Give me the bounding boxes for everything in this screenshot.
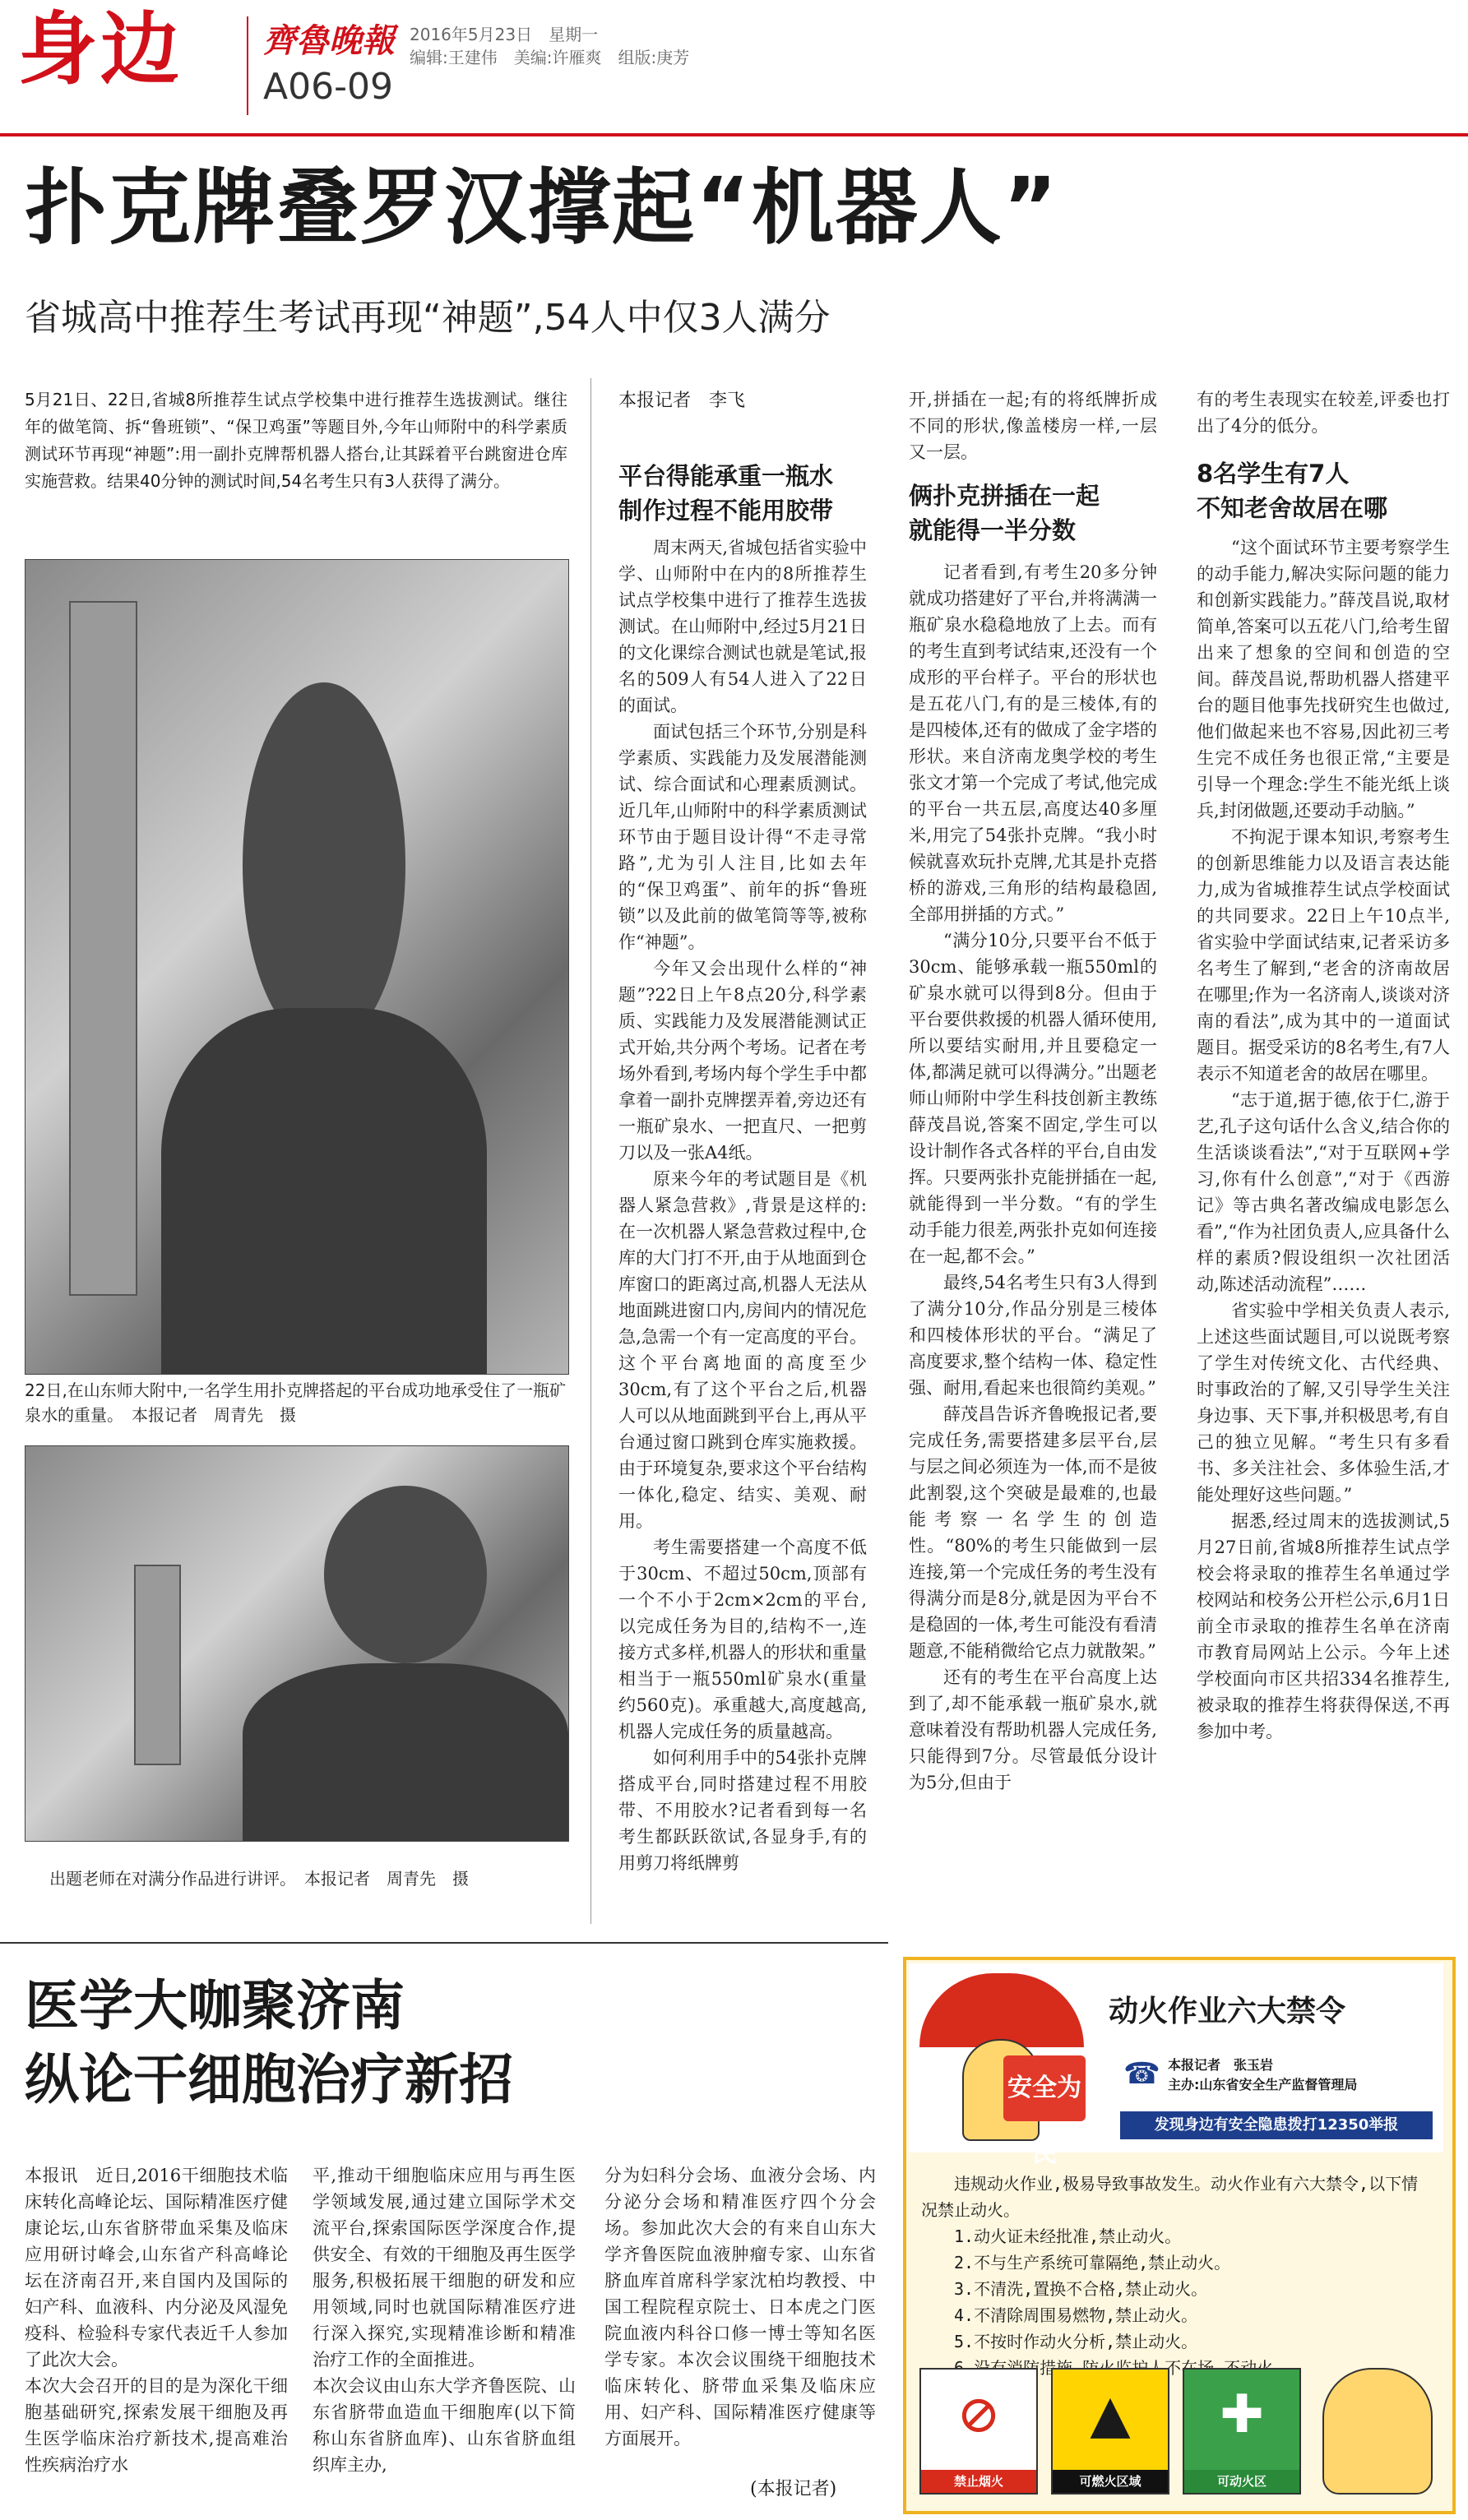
ad-icon-strip — [911, 2368, 1441, 2499]
newspaper-brand: 齊魯晚報 — [263, 21, 395, 60]
column2-subhead: 俩扑克拼插在一起 就能得一半分数 — [909, 482, 1100, 544]
column3-top-text: 有的考生表现实在较差,评委也打出了4分的低分。 — [1197, 390, 1450, 436]
column1-body — [618, 534, 867, 1932]
photo-student-cards — [25, 559, 569, 1375]
main-subhead: 省城高中推荐生考试再现“神题”,54人中仅3人满分 — [25, 297, 831, 339]
column2-top-text: 开,拼插在一起;有的将纸牌折成不同的形状,像盖楼房一样,一层又一层。 — [909, 390, 1157, 462]
paragraph: 原来今年的考试题目是《机器人紧急营救》,背景是这样的:在一次机器人紧急营救过程中,仓库的大门打不开,由于从地面到仓库窗口的距离过高,机器人无法从地面跳进窗口内,房间内的情况危急,急需一个有一定高度的平台。这个平台离地面的高度至少30cm,有了这个平台之后,机器人可以从地面跳到平台上,再从平台通过窗口跳到仓库实施救援。由于环境复杂,要求这个平台结构一体化,稳定、结实、美观、耐用。 — [618, 1169, 867, 1531]
lede-paragraph: 5月21日、22日,省城8所推荐生试点学校集中进行推荐生选拔测试。继往年的做笔筒、拆“鲁班锁”、“保卫鸡蛋”等题目外,今年山师附中的科学素质测试环节再现“神题”:用一副扑克牌帮机器人搭台,让其踩着平台跳窗进仓库实施营救。结果40分钟的测试时间,54名考生只有3人获得了满分。 — [25, 390, 567, 491]
top-rule — [0, 133, 1468, 136]
fire-area-icon: ✚ 可动火区 — [1183, 2368, 1301, 2495]
ad-contact-line2: 主办:山东省安全生产监督管理局 — [1168, 2077, 1358, 2092]
ad-contact-line1: 本报记者 张玉岩 — [1168, 2057, 1274, 2073]
ad-rule-item: 4.不清除周围易燃物,禁止动火。 — [954, 2305, 1198, 2325]
phone-icon: ☎ — [1123, 2057, 1160, 2091]
main-headline: 扑克牌叠罗汉撑起“机器人” — [25, 160, 1059, 256]
paragraph: 周末两天,省城包括省实验中学、山师附中在内的8所推荐生试点学校集中进行了推荐生选拔测试。在山师附中,经过5月21日的文化课综合测试也就是笔试,报名的509人有54人进入了22日的面试。 — [618, 538, 867, 715]
second-column2: 平,推动干细胞临床应用与再生医学领域发展,通过建立国际学术交流平台,探索国际医学深度合作,提供安全、有效的干细胞及再生医学服务,积极拓展干细胞的研发和应用领域,同时也就国际精准医疗进行深入探究,实现精准诊断和精准治疗工作的全面推进。 本次会议由山东大学齐鲁医院、山东省脐带血造血干细胞库(以下简称山东省脐血库)、山东省脐血组织库主办, — [313, 2166, 576, 2475]
issue-date: 2016年5月23日 星期一 — [410, 25, 599, 44]
column3-subhead: 8名学生有7人 不知老舍故居在哪 — [1197, 460, 1388, 522]
column1-byline: 本报记者 李飞 — [618, 391, 746, 411]
paragraph: 还有的考生在平台高度上达到了,却不能承载一瓶矿泉水,就意味着没有帮助机器人完成任务,只能得到7分。尽管最低分设计为5分,但由于 — [909, 1667, 1157, 1792]
paragraph: “满分10分,只要平台不低于30cm、能够承载一瓶550ml的矿泉水就可以得到8分。但由于平台要供救援的机器人循环使用,所以要结实耐用,并且要稳定一体,都满足就可以得满分。”出题老师山师附中学生科技创新主教练薛茂昌说,答案不固定,学生可以设计制作各式各样的平台,自由发挥。只要两张扑克能拼插在一起,就能得到一半分数。“有的学生动手能力很差,两张扑克如何连接在一起,都不会。” — [909, 931, 1157, 1266]
photo2-caption: 出题老师在对满分作品进行讲评。 本报记者 周青先 摄 — [49, 1869, 469, 1889]
second-headline-line1: 医学大咖聚济南 — [25, 1974, 405, 2037]
page-number: A06-09 — [263, 66, 393, 108]
ad-hotline: 发现身边有安全隐患拨打12350举报 — [1120, 2111, 1433, 2139]
second-column1: 本报讯 近日,2016干细胞技术临床转化高峰论坛、国际精准医疗健康论坛,山东省脐带血采集及临床应用研讨峰会,山东省产科高峰论坛在济南召开,来自国内及国际的妇产科、血液科、内分泌及风湿免疫科、检验科专家代表近千人参加了此次大会。 本次大会召开的目的是为深化干细胞基础研究,探索发展干细胞及再生医学临床治疗新技术,提高难治性疾病治疗水 — [25, 2166, 288, 2475]
paragraph: 据悉,经过周末的选拔测试,5月27日前,省城8所推荐生试点学校会将录取的推荐生名单通过学校网站和校务公开栏公示,6月1日前全市录取的推荐生名单在济南市教育局网站上公示。今年上述学校面向市区共招334名推荐生,被录取的推荐生将获得保送,不再参加中考。 — [1197, 1511, 1450, 1741]
flammable-icon: ▲ 可燃火区域 — [1051, 2368, 1169, 2495]
paragraph: 面试包括三个环节,分别是科学素质、实践能力及发展潜能测试、综合面试和心理素质测试。近几年,山师附中的科学素质测试环节由于题目设计得“不走寻常路”,尤为引人注目,比如去年的“保卫鸡蛋”、前年的拆“鲁班锁”以及此前的做笔筒等等,被称作“神题”。 — [618, 722, 867, 952]
paragraph: 省实验中学相关负责人表示,上述这些面试题目,可以说既考察了学生对传统文化、古代经典、时事政治的了解,又引导学生关注身边事、天下事,并积极思考,有自己的独立见解。“考生只有多看书、多关注社会、多体验生活,才能处理好这些问题。” — [1197, 1301, 1450, 1505]
column2-body — [909, 559, 1157, 1932]
ad-rule-item: 2.不与生产系统可靠隔绝,禁止动火。 — [954, 2253, 1231, 2273]
no-fire-icon: ⊘ 禁止烟火 — [919, 2368, 1038, 2495]
ad-rule-item: 1.动火证未经批准,禁止动火。 — [954, 2226, 1182, 2246]
paragraph: 记者看到,有考生20多分钟就成功搭建好了平台,并将满满一瓶矿泉水稳稳地放了上去。而有的考生直到考试结束,还没有一个成形的平台样子。平台的形状也是五花八门,有的是三棱体,有的是四棱体,还有的做成了金字塔的形状。来自济南龙奥学校的考生张文才第一个完成了考试,他完成的平台一共五层,高度达40多厘米,用完了54张扑克牌。“我小时候就喜欢玩扑克牌,尤其是扑克搭桥的游戏,三角形的结构最稳固,全部用拼插的方式。” — [909, 562, 1157, 924]
paragraph: 如何利用手中的54张扑克牌搭成平台,同时搭建过程不用胶带、不用胶水?记者看到每一名考生都跃跃欲试,各显身手,有的用剪刀将纸牌剪 — [618, 1748, 867, 1873]
column-divider — [590, 378, 591, 1924]
paragraph: 薛茂昌告诉齐鲁晚报记者,要完成任务,需要搭建多层平台,层与层之间必须连为一体,而不是彼此割裂,这个突破是最难的,也最能考察一名学生的创造性。“80%的考生只能做到一层连接,第一个完成任务的考生没有得满分而是8分,就是因为平台不是稳固的一体,考生可能没有看清题意,不能稍微给它点力就散架。” — [909, 1404, 1157, 1661]
ad-rule-item: 5.不按时作动火分析,禁止动火。 — [954, 2332, 1198, 2351]
second-credit: (本报记者) — [750, 2479, 837, 2499]
second-headline-line2: 纵论干细胞治疗新招 — [25, 2048, 513, 2111]
ad-body — [921, 2171, 1431, 2381]
paragraph: “志于道,据于德,依于仁,游于艺,孔子这句话什么含义,结合你的生活谈谈看法”,“对于互联网+学习,你有什么创意”,“对于《西游记》等古典名著改编成电影怎么看”,“作为社团负责人,应具备什么样的素质?假设组织一次社团活动,陈述活动流程”…… — [1197, 1090, 1450, 1294]
paragraph: 今年又会出现什么样的“神题”?22日上午8点20分,科学素质、实践能力及发展潜能测试正式开始,共分两个考场。记者在考场外看到,考场内每个学生手中都拿着一副扑克牌摆弄着,旁边还有一瓶矿泉水、一把直尺、一把剪刀以及一张A4纸。 — [618, 959, 867, 1163]
safety-sign: 安全为民 — [1003, 2055, 1086, 2121]
second-column3: 分为妇科分会场、血液分会场、内分泌分会场和精准医疗四个分会场。参加此次大会的有来自山东大学齐鲁医院血液肿瘤专家、山东省脐血库首席科学家沈柏均教授、中国工程院程京院士、日本虎之门医院血液内科谷口修一博士等知名医学专家。本次会议围绕干细胞技术临床转化、脐带血采集及临床应用、妇产科、国际精准医疗健康等方面展开。 — [604, 2166, 876, 2448]
photo-teacher-review — [25, 1445, 569, 1842]
masthead-divider — [247, 16, 248, 115]
paragraph: 考生需要搭建一个高度不低于30cm、不超过50cm,顶部有一个不小于2cm×2cm的平台,以完成任务为目的,结构不一,连接方式多样,机器人的形状和重量相当于一瓶550ml矿泉水(重量约560克)。承重越大,高度越高,机器人完成任务的质量越高。 — [618, 1537, 867, 1741]
column1-subhead: 平台得能承重一瓶水 制作过程不能用胶带 — [618, 462, 834, 525]
ad-rule-item: 3.不清洗,置换不合格,禁止动火。 — [954, 2279, 1208, 2299]
paragraph: 不拘泥于课本知识,考察考生的创新思维能力以及语言表达能力,成为省城推荐生试点学校面试的共同要求。22日上午10点半,省实验中学面试结束,记者采访多名考生了解到,“老舍的济南故居在哪里;作为一名济南人,谈谈对济南的看法”,成为其中的一道面试题目。据受采访的8名考生,有7人表示不知道老舍的故居在哪里。 — [1197, 827, 1450, 1084]
photo1-caption: 22日,在山东师大附中,一名学生用扑克牌搭起的平台成功地承受住了一瓶矿泉水的重量。 本报记者 周青先 摄 — [25, 1380, 567, 1425]
ad-title: 动火作业六大禁令 — [1109, 1995, 1346, 2028]
paragraph: “这个面试环节主要考察学生的动手能力,解决实际问题的能力和创新实践能力。”薛茂昌说,取材简单,答案可以五花八门,给考生留出来了想象的空间和创造的空间。薛茂昌说,帮助机器人搭建平台的题目他事先找研究生也做过,他们做起来也不容易,因此初三考生完不成任务也很正常,“主要是引导一个理念:学生不能光纸上谈兵,封闭做题,还要动手动脑。” — [1197, 538, 1450, 821]
section-title: 身边 — [18, 3, 183, 95]
cartoon-boy-icon — [1322, 2368, 1433, 2495]
paragraph: 最终,54名考生只有3人得到了满分10分,作品分别是三棱体和四棱体形状的平台。“满足了高度要求,整个结构一体、稳定性强、耐用,看起来也很简约美观。” — [909, 1273, 1157, 1398]
ad-contact — [1168, 2055, 1357, 2095]
section-divider — [0, 1942, 888, 1944]
ad-intro: 违规动火作业,极易导致事故发生。动火作业有六大禁令,以下情况禁止动火。 — [921, 2174, 1419, 2220]
editor-credits: 编辑:王建伟 美编:许雁爽 组版:庚芳 — [410, 48, 690, 67]
column3-body — [1197, 534, 1450, 1932]
